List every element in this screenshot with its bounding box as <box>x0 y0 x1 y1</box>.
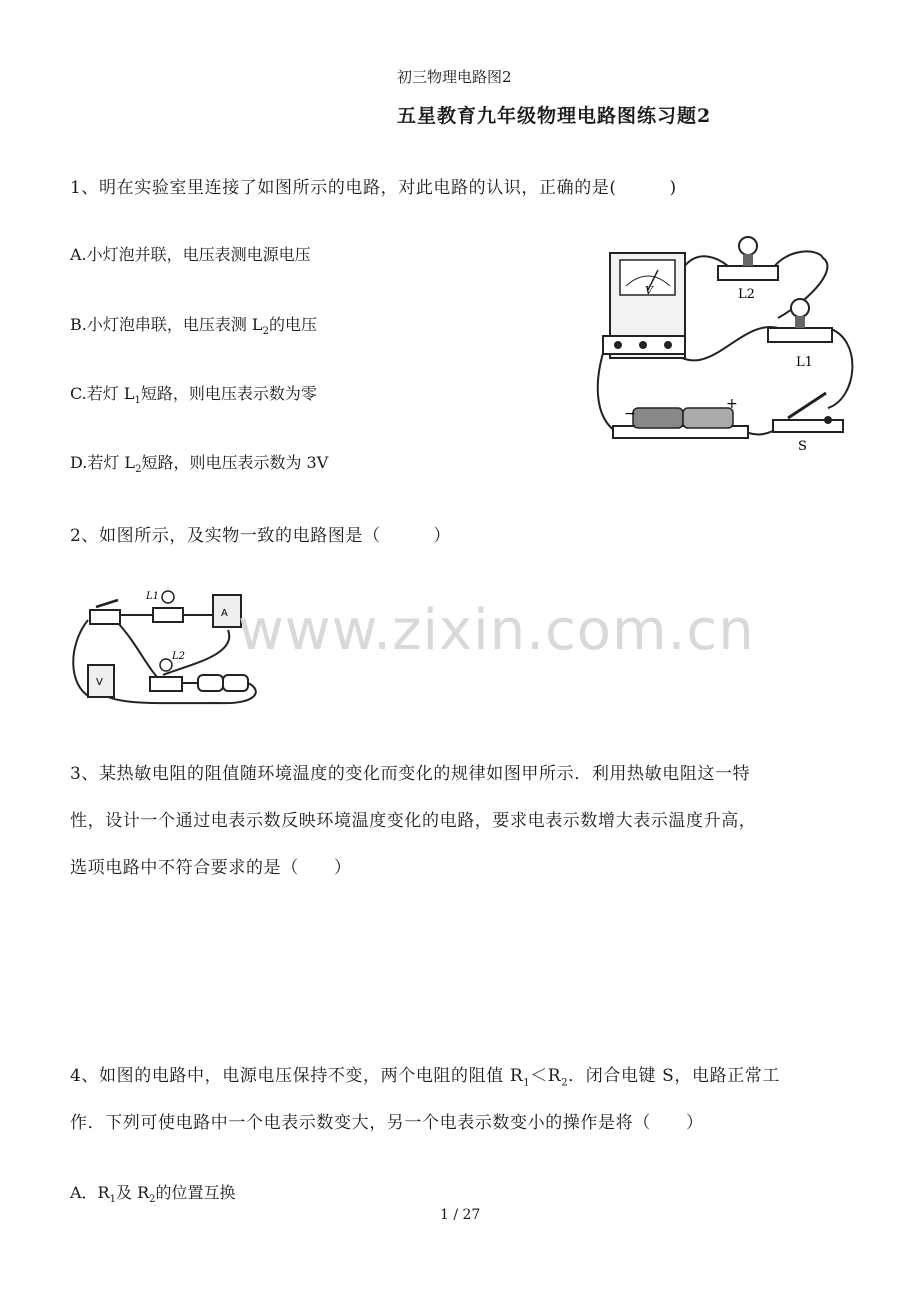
question-1-option-c: C.若灯 $L_1$短路，则电压表示数为零 <box>70 384 317 407</box>
page-title: 五星教育九年级物理电路图练习题2 <box>397 105 712 127</box>
page-number: 1 / 27 <box>440 1207 481 1223</box>
lamp-l1 <box>145 591 183 622</box>
question-1-option-a: A.小灯泡并联，电压表测电源电压 <box>70 245 311 264</box>
q2-voltmeter-letter: V <box>96 677 103 688</box>
question-1-option-b: B.小灯泡串联，电压表测 $L_2$的电压 <box>70 315 317 338</box>
lamp-l1-label: L1 <box>796 355 813 370</box>
lamp-l2-label: L2 <box>738 287 755 302</box>
watermark: www.zixin.com.cn <box>238 598 755 663</box>
battery-plus-label: + <box>726 396 738 412</box>
question-4-line-1: 4、如图的电路中，电源电压保持不变，两个电阻的阻值 $R_1<R_2$．闭合电键 S，电路正常工 <box>70 1066 781 1089</box>
question-3-line-3: 选项电路中不符合要求的是（ ） <box>70 858 352 878</box>
question-1-option-d: D.若灯 $L_2$短路，则电压表示数为 3V <box>70 453 329 476</box>
question-1-stem: 1、明在实验室里连接了如图所示的电路，对此电路的认识，正确的是( ) <box>70 178 677 198</box>
question-4-line-2: 作．下列可使电路中一个电表示数变大，另一个电表示数变小的操作是将（ ） <box>70 1113 704 1133</box>
q2-lamp-l2-label: L2 <box>172 651 186 662</box>
question-3-line-1: 3、某热敏电阻的阻值随环境温度的变化而变化的规律如图甲所示．利用热敏电阻这一特 <box>70 764 751 784</box>
lamp-l1 <box>768 299 832 370</box>
switch <box>90 600 120 624</box>
question-1-circuit-figure <box>588 228 864 456</box>
ammeter <box>213 595 241 627</box>
switch-s-label: S <box>798 439 807 454</box>
lamp-l2 <box>150 651 185 691</box>
battery <box>613 396 748 438</box>
question-4-option-a: A．$R_1$及 $R_2$的位置互换 <box>70 1183 236 1206</box>
ammeter-letter: A <box>221 608 228 619</box>
lamp-l2 <box>718 237 778 302</box>
voltmeter <box>603 253 685 358</box>
question-2-stem: 2、如图所示，及实物一致的电路图是（ ） <box>70 526 452 546</box>
battery <box>198 675 248 691</box>
document-header: 初三物理电路图2 <box>397 68 512 86</box>
voltmeter-letter: V <box>645 284 653 297</box>
battery-minus-label: − <box>624 406 636 422</box>
question-3-line-2: 性，设计一个通过电表示数反映环境温度变化的电路，要求电表示数增大表示温度升高， <box>70 811 757 831</box>
q2-lamp-l1-label: L1 <box>146 591 160 602</box>
switch-s <box>773 393 843 454</box>
voltmeter <box>88 665 114 697</box>
